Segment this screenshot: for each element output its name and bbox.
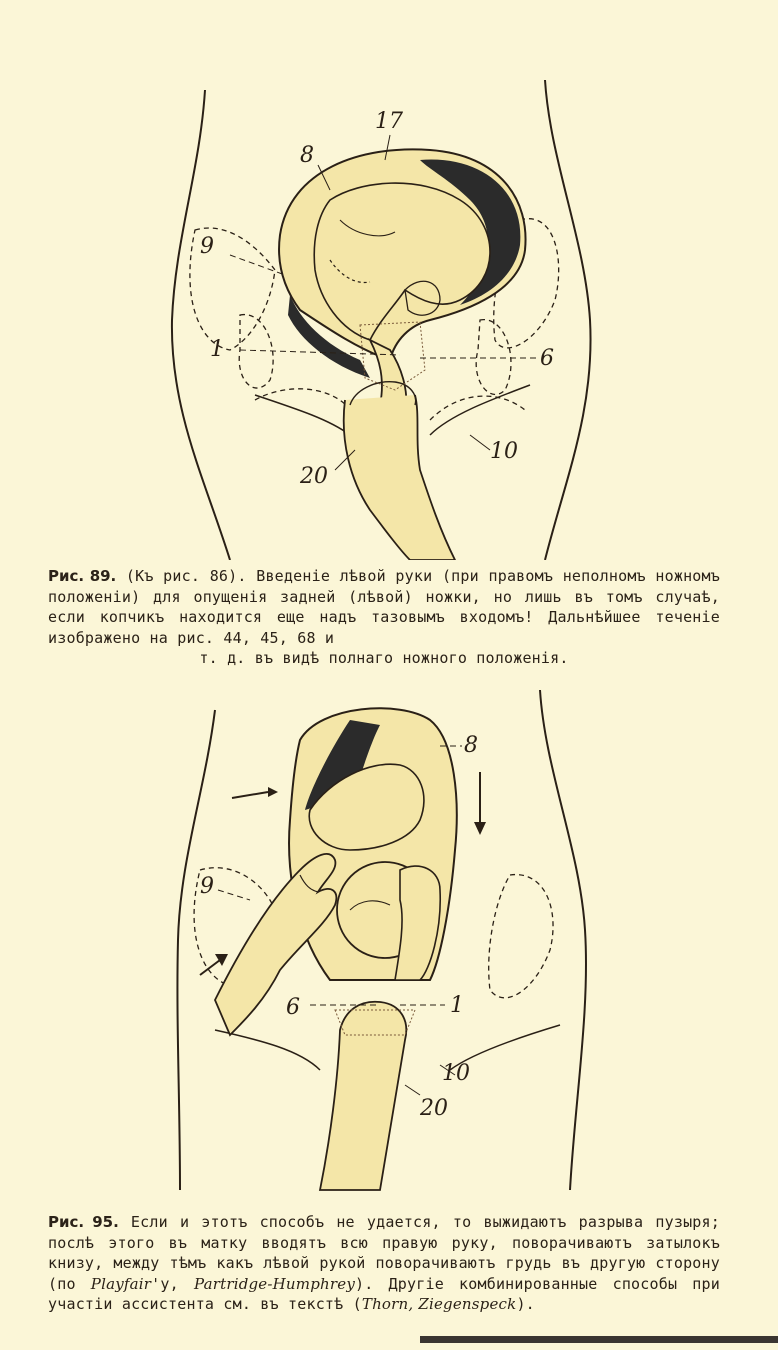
figure-89-caption	[48, 566, 720, 669]
label-10: 10	[442, 1061, 470, 1086]
label-1: 1	[210, 337, 224, 362]
caption-label: Рис. 95.	[48, 1213, 119, 1231]
author-name: Partridge-Humphrey	[193, 1274, 355, 1293]
label-20: 20	[300, 464, 328, 489]
label-20: 20	[420, 1096, 448, 1121]
caption-label: Рис. 89.	[48, 567, 117, 585]
label-6: 6	[540, 346, 554, 371]
caption-text-1: Если и этотъ способъ не удается, то выжидаютъ разрыва пузыря; послѣ этого въ матку вводятъ всю правую руку, поворачиваютъ затылокъ книзу, между тѣмъ какъ лѣвой рукой поворачиваютъ грудь въ другую сторону (по	[48, 1213, 720, 1293]
label-9: 9	[200, 874, 214, 899]
caption-suffix: 'у,	[151, 1274, 179, 1293]
label-1: 1	[450, 993, 464, 1018]
figure-89-drawing	[0, 60, 778, 560]
author-name: Thorn, Ziegenspeck	[361, 1295, 517, 1313]
author-name: Playfair	[90, 1274, 152, 1293]
caption-text: (Къ рис. 86). Введеніе лѣвой руки (при правомъ неполномъ ножномъ положеніи) для опущенія задней (лѣвой) ножки, но лишь въ томъ случаѣ, если копчикъ находится еще надъ тазовымъ входомъ! Дальнѣйшее теченіе изображено на рис. 44, 45, 68 и	[48, 567, 720, 647]
figure-95-drawing	[0, 680, 778, 1200]
label-10: 10	[490, 439, 518, 464]
label-17: 17	[375, 109, 403, 134]
page-bottom-rule	[420, 1336, 778, 1343]
label-8: 8	[464, 733, 478, 758]
figure-89-illustration	[0, 60, 778, 560]
caption-text-2: ). Другіе комбинированные способы при участіи ассистента см. въ текстѣ (	[48, 1274, 720, 1313]
caption-text-3: ).	[516, 1295, 535, 1313]
label-6: 6	[286, 995, 300, 1020]
caption-last-line: т. д. въ видѣ полнаго ножного положенія.	[199, 649, 569, 667]
figure-95-illustration	[0, 680, 778, 1200]
label-8: 8	[300, 143, 314, 168]
label-9: 9	[200, 234, 214, 259]
figure-95-caption	[48, 1212, 720, 1315]
